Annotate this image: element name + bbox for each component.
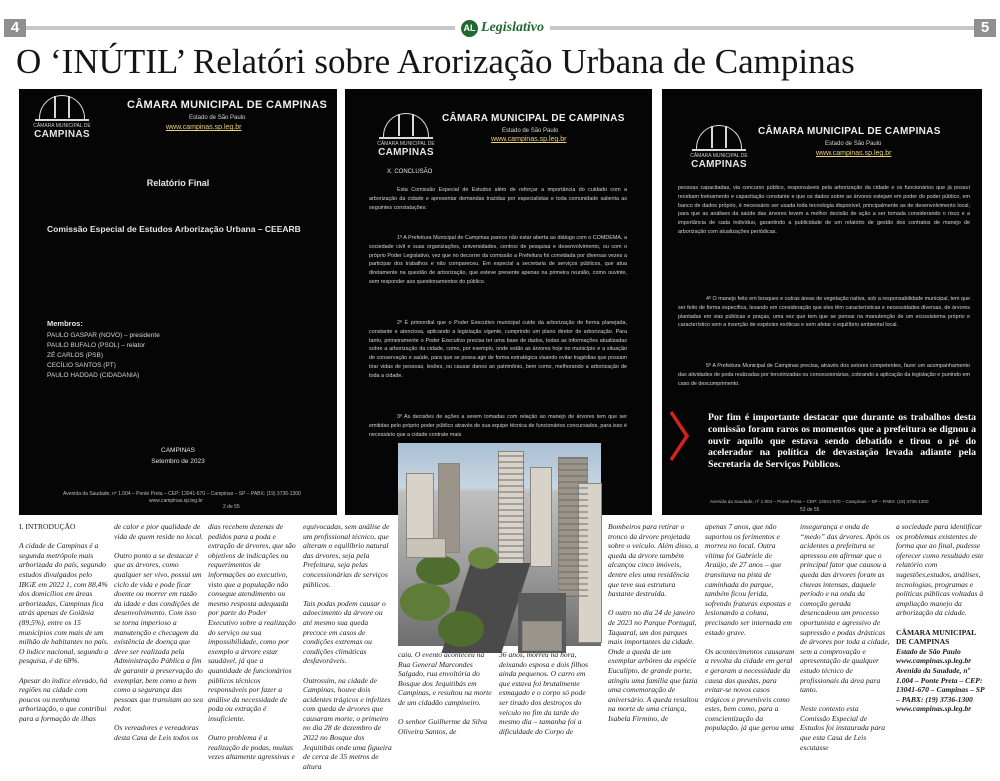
- member-item: PAULO BUFALO (PSOL) – relator: [47, 342, 146, 349]
- members-heading: Membros:: [47, 319, 83, 328]
- section-heading: I. INTRODUÇÃO: [19, 522, 76, 531]
- institution-state: Estado de São Paulo: [502, 128, 559, 134]
- signature-state: Estado de São Paulo: [896, 646, 961, 656]
- paragraph: 5º A Prefeitura Municipal de Campinas precisa, através dos setores competentes, fazer um acompanhamento das atividades de poda realizadas por terceirizadas ou concessionárias, cobrando a aplicação da legislação e punindo em caso de descumprimento.: [678, 363, 970, 387]
- article-column-9: [800, 522, 890, 762]
- footer-address: Avenida da Saudade, nº 1.004 – Ponte Preta – CEP: 13041-670 – Campinas – SP – PABX: (19) 3736-1300: [710, 499, 929, 504]
- member-item: PAULO HADDAD (CIDADANIA): [47, 372, 140, 379]
- article-column-2: [114, 522, 204, 752]
- footer-url: www.campinas.sp.leg.br: [149, 498, 203, 504]
- paragraph: 4º O manejo feito em bosques e outras áreas de vegetação nativa, sob a responsabilidade municipal, tem que ser feito de forma específica, levando em consideração que eles têm características e necessidades diversas, de árvores plantadas em vias públicas e praças, uma vez que tem que se pensar na manutenção de um ecossistema próprio e característico sem a inserção de espécies exóticas e sem afetar o equilíbrio ambiental local.: [678, 296, 970, 329]
- paragraph: Outrossim, na cidade de Campinas, houve dois acidentes trágicos e infelizes com queda de árvores que causaram morte, o primeiro no dia 28 de dezembro de 2022 no Bosque dos Jequitibás onde uma figueira de cerca de 35 metros de altura: [303, 675, 392, 771]
- report-title: Relatório Final: [146, 178, 210, 188]
- page-number-right: 5: [974, 19, 996, 37]
- paragraph: insegurança e onda de “medo” das árvores. Após os acidentes a prefeitura se apressou em afirmar que o principal fator que causou a queda das árvores foram as chuvas intensas, daquele período e na onda da comoção gerada desencadeou um processo oportunista e agressivo de supressão e podas drásticas de árvores por toda a cidade, sem a comprovação e apresentação de qualquer estudo técnico de profissionais da área para tanto.: [800, 522, 890, 695]
- paragraph: O senhor Guilherme da Silva Oliveira Santos, de: [398, 717, 488, 736]
- footer-address: Avenida da Saudade, nº 1.004 – Ponte Preta – CEP: 13041-670 – Campinas – SP – PABX: (19) 3736-1300: [63, 491, 301, 497]
- signature-url[interactable]: www.campinas.sp.leg.br: [896, 656, 972, 666]
- camara-logo-icon: CÂMARA MUNICIPAL DE CAMPINAS: [375, 111, 437, 159]
- paragraph: 1º A Prefeitura Municipal de Campinas parece não estar aberta ao diálogo com o COMDEMA, a sociedade civil e suas organizações, universidades, centros de pesquisa e desenvolvimento, ou com o próprio Poder Legislativo, vez que no decorrer da comissão a Prefeitura foi convidada por diversas vezes a participar dos trabalhos e não compareceu. Em especial a secretaria de serviços públicos, que atua diretamente na questão de arborização, que esteve presente apenas na primeira reunião, como ouvinte, sem responder aos questionamentos do público.: [369, 235, 627, 285]
- page-header: [4, 19, 996, 37]
- camara-logo-icon: CÂMARA MUNICIPAL DE CAMPINAS: [31, 93, 93, 141]
- report-city: CAMPINAS: [161, 447, 195, 454]
- institution-name: CÂMARA MUNICIPAL DE CAMPINAS: [127, 99, 328, 111]
- footer-page-number: 53 de 55: [800, 507, 820, 513]
- commission-name: Comissão Especial de Estudos Arborização Urbana – CEEARB: [47, 224, 301, 234]
- signature-address: Avenida da Saudade, nº 1.004 – Ponte Preta – CEP: 13041-670 – Campinas – SP – PABX: (19) 3736-1300: [896, 665, 985, 704]
- member-item: PAULO GASPAR (NOVO) – presidente: [47, 332, 160, 339]
- aerial-city-photo: [398, 443, 601, 646]
- institution-url[interactable]: www.campinas.sp.leg.br: [166, 124, 242, 131]
- headline: O ‘INÚTIL’ Relatóri sobre Arorização Urbana de Campinas: [16, 42, 855, 81]
- paragraph: 3º As decisões de ações a serem tomadas com relação ao manejo de árvores tem que ser emitidas pelo próprio poder público através de sua equipe técnica de funcionários concursados, para isso é necessário que a cidade contrate mais: [369, 414, 627, 438]
- brand-logo-icon: AL: [461, 20, 478, 37]
- report-page-cover: [19, 89, 337, 515]
- article-column-5: [398, 650, 493, 746]
- signature-url-2[interactable]: www.campinas.sp.leg.br: [896, 704, 972, 714]
- paragraph: a sociedade para identificar os problemas existentes de forma que ao final, pudesse oferecer como resultado este relatório com sugestões,estudos, análises, tecnologias, programas e políticas públicas voltadas à ampliação manejo da arborização da cidade.: [896, 522, 984, 618]
- camara-logo-icon: CÂMARA MUNICIPAL DE CAMPINAS: [688, 123, 750, 171]
- brand: [455, 18, 550, 38]
- article-column-4: [303, 522, 393, 781]
- highlight-quote: Por fim é importante destacar que durante os trabalhos desta comissão foram raros os momentos que a prefeitura se dignou a ouvir aquilo que estava sendo debatido e tirou o pé do acelerador na política de devastação levada adiante pela Secretaria de Serviços Públicos.: [708, 412, 976, 471]
- article-column-8: [705, 522, 795, 743]
- brand-name: Legislativo: [481, 20, 544, 35]
- paragraph: equivocadas, sem análise de um profissional técnico, que alteram o equilíbrio natural das árvores, seja pela Prefeitura, seja pelas concessionárias de serviços públicos.: [303, 522, 390, 589]
- article-column-7: [608, 522, 700, 733]
- article-column-3: [208, 522, 298, 771]
- paragraph: de calor e pior qualidade de vida de quem reside no local.: [114, 522, 204, 541]
- signature-institution: CÂMARA MUNICIPAL DE CAMPINAS: [896, 627, 976, 647]
- page-number-left: 4: [4, 19, 26, 37]
- paragraph: Os acontecimentos causaram a revolta da cidade em geral e geraram a necessidade da causa das quedas, para evitar-se novos casos trágicos e preveníveis como estes, bem como, para a conscientização da população, já que gerou uma: [705, 646, 795, 733]
- footer-page-number: 2 de 55: [223, 504, 240, 510]
- paragraph: Apesar do índice elevado, há regiões na cidade com poucos ou nenhuma arborização, o que contribui para a formação de ilhas: [19, 675, 108, 723]
- institution-state: Estado de São Paulo: [189, 115, 246, 121]
- article-column-1: [19, 522, 109, 733]
- paragraph: Neste contexto esta Comissão Especial de Estudos foi instaurada para que esta Casa de Leis escutasse: [800, 704, 886, 752]
- member-item: ZÉ CARLOS (PSB): [47, 352, 103, 359]
- paragraph: Bombeiros para retirar o tronco da árvore projetada sobre o veículo. Além disso, a queda da árvore também alcançou cinco imóveis, dentre eles uma residência que teve sua estrutura bastante destruída.: [608, 522, 699, 599]
- chevron-right-icon: [667, 410, 691, 462]
- institution-url[interactable]: www.campinas.sp.leg.br: [816, 150, 892, 157]
- institution-name: CÂMARA MUNICIPAL DE CAMPINAS: [442, 113, 625, 124]
- member-item: CECÍLIO SANTOS (PT): [47, 362, 116, 369]
- paragraph: Outro ponto a se destacar é que as árvores, como qualquer ser vivo, possui um ciclo de vida e pode ficar doente ou morrer em razão da idade e das condições de desenvolvimento. Com isso se torna imperioso a manutenção e checagem da existência de doença que deve ser realizada pela Administração Pública a fim de garantir a preservação do exemplar, bem como a bem como a segurança das pessoas que transitam ao seu redor.: [114, 550, 204, 714]
- paragraph: A cidade de Campinas é a segunda metrópole mais arborizada do país, segundo estudos divulgados pelo IBGE em 2022 1, com 88,4% dos domicílios em áreas arborizadas, Campinas fica atrás apenas de Goiânia (89,5%), entre os 15 municípios com mais de um milhão de habitantes no país. O índice nacional, segundo a pesquisa, é de 68%.: [19, 541, 109, 666]
- paragraph: dias recebem dezenas de pedidos para a poda e extração de árvores, que são objetivos de indicações ou requerimentos de informações ao executivo, visto que a população não consegue atendimento ou mesmo resposta adequada por parte do Poder Executivo sobre a realização do serviço ou sua impossibilidade, como por exemplo a árvore estar saudável, já que a quantidade de funcionários públicos técnicos responsáveis por fazer a análise da necessidade de poda ou extração é insuficiente.: [208, 522, 296, 723]
- section-heading: X. CONCLUSÃO: [387, 169, 433, 175]
- paragraph: caiu. O evento aconteceu na Rua General Marcondes Salgado, rua envoltória do Bosque dos Jequitibás em Campinas, e resultou na morte de um cidadão campineiro.: [398, 650, 492, 707]
- institution-url[interactable]: www.campinas.sp.leg.br: [491, 136, 567, 143]
- paragraph: O outro no dia 24 de janeiro de 2023 no Parque Portugal, Taquaral, um dos parques mais importantes da cidade. Onde a queda de um exemplar arbóreo da espécie Eucalipto, de grande porte, atingiu uma família que fazia uma comemoração de aniversário. A queda resultou na morte de uma criança, Isabela Firmino, de: [608, 608, 699, 723]
- institution-name: CÂMARA MUNICIPAL DE CAMPINAS: [758, 126, 941, 137]
- paragraph: Tais podas podem causar o adoecimento da árvore ou até mesmo sua queda precoce em casos de condições extremas ou condições climáticas desfavoráveis.: [303, 598, 386, 666]
- paragraph: pessoas capacitadas, via concurso público, responsáveis pela arborização da cidade e os funcionários que já possuí recebam treinamento e capacitação constante e que os dados sobre as árvores estejam em poder do poder público, em banco de dados próprio, é necessário ser usada toda tecnologia disponível, principalmente as de desenvolvimento local, para que as análises da saúde das árvores levem a melhor decisão de ação a ser tomada considerando o risco e a importância de cada indivíduo, garantindo a publicidade de um relatório de gestão dos contratos de manejo de arborização com atualizações periódicas.: [678, 185, 970, 235]
- paragraph: Outro problema é a realização de podas, muitas vezes altamente agressivas e: [208, 733, 295, 762]
- paragraph: Esta Comissão Especial de Estudos além de reforçar a importância do cuidado com a arborização da cidade e apresentar demandas trazidas por especialistas e toda comunidade salienta as seguintes constatações:: [369, 187, 627, 211]
- article-column-6: [499, 650, 595, 746]
- institution-state: Estado de São Paulo: [825, 141, 882, 147]
- paragraph: apenas 7 anos, que não suportou os ferimentos e morreu no local. Outra vítima foi Gabriele de Araújo, de 27 anos – que transitava na pista de caminhada do parque, também ficou ferida, sofrendo fraturas expostas e lesionando a coluna, precisando ser internada em estado grave.: [705, 522, 792, 637]
- article-column-10: [896, 522, 988, 714]
- paragraph: Os vereadores e vereadoras desta Casa de Leis todos os: [114, 723, 199, 743]
- paragraph: 2º É primordial que o Poder Executivo municipal cuide da arborização de forma planejada, constante e atenciosa, aplicando a legislação vigente, cumprindo um plano diretor de arborização. Para tanto, primeiramente o Poder Executivo precisa ter uma base de dados, todas as informações atualizadas sobre a arborização da cidade, como, por exemplo, onde estão as árvores hoje no município e a situação de conservação e saúde, para que se possa agir de forma estratégica visando evitar tragédias que possam tirar vidas de pessoas, lesões, ou causar danos ao patrimônio, bem como, melhorando a arborização de toda a cidade.: [369, 320, 627, 379]
- report-date: Setembro de 2023: [151, 458, 205, 465]
- paragraph: 36 anos, morreu na hora, deixando esposa e dois filhos ainda pequenos. O carro em que estava foi brutalmente esmagado e o corpo só pode ser tirado dos destroços do veículo no fim da tarde do mesmo dia – tamanha foi a dificuldade do Corpo de: [499, 650, 589, 736]
